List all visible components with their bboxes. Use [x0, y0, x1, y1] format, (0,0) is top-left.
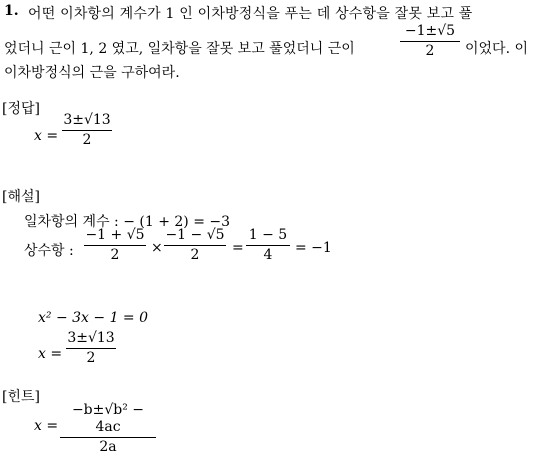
fraction-3-denominator: 4	[263, 247, 273, 263]
answer-heading: [정답]	[2, 101, 40, 117]
problem-root-denominator: 2	[425, 43, 435, 59]
hint-lhs: x =	[34, 418, 59, 434]
problem-line-1: 어떤 이차항의 계수가 1 인 이차방정식을 푸는 데 상수항을 잘못 보고 풀	[28, 6, 473, 22]
problem-root-numerator: −1±√5	[404, 23, 456, 39]
solution-heading: [해설]	[2, 189, 40, 205]
fraction-3-numerator: 1 − 5	[248, 227, 288, 243]
fraction-bar	[60, 437, 156, 438]
fraction-1-denominator: 2	[110, 247, 120, 263]
fraction-bar	[62, 130, 112, 131]
constant-fraction-1	[84, 227, 146, 264]
solution-root-numerator: 3±√13	[67, 330, 115, 346]
constant-label: 상수항 :	[24, 243, 74, 259]
fraction-bar	[164, 245, 226, 246]
linear-coefficient-line: 일차항의 계수 : − (1 + 2) = −3	[24, 214, 231, 230]
answer-fraction	[62, 112, 112, 149]
times-sign: ×	[151, 240, 163, 256]
quadratic-formula-numerator: −b±√b² − 4ac	[71, 402, 145, 435]
fraction-bar	[84, 245, 146, 246]
fraction-1-numerator: −1 + √5	[85, 227, 145, 243]
fraction-bar	[66, 348, 116, 349]
fraction-2-denominator: 2	[190, 247, 200, 263]
solution-root-denominator: 2	[86, 350, 96, 366]
answer-numerator: 3±√13	[63, 112, 111, 128]
fraction-2-numerator: −1 − √5	[165, 227, 225, 243]
hint-heading: [힌트]	[2, 389, 40, 405]
quadratic-equation: x² − 3x − 1 = 0	[38, 310, 149, 326]
problem-line-2-tail: 이었다. 이	[465, 41, 528, 57]
problem-number: 1.	[4, 3, 19, 19]
quadratic-formula-denominator: 2a	[99, 439, 117, 455]
answer-denominator: 2	[82, 132, 92, 148]
problem-root-fraction	[400, 23, 460, 60]
quadratic-formula-fraction	[60, 402, 156, 456]
equals-sign: =	[232, 240, 244, 256]
problem-line-3: 이차방정식의 근을 구하여라.	[4, 65, 180, 81]
solution-root-lhs: x =	[38, 346, 63, 362]
solution-root-fraction	[66, 330, 116, 367]
fraction-bar	[400, 41, 460, 42]
constant-fraction-2	[164, 227, 226, 264]
constant-result: = −1	[295, 240, 332, 256]
fraction-bar	[246, 245, 290, 246]
constant-fraction-3	[246, 227, 290, 264]
answer-lhs: x =	[34, 128, 59, 144]
problem-line-2: 었더니 근이 1, 2 였고, 일차항을 잘못 보고 풀었더니 근이	[4, 41, 355, 57]
